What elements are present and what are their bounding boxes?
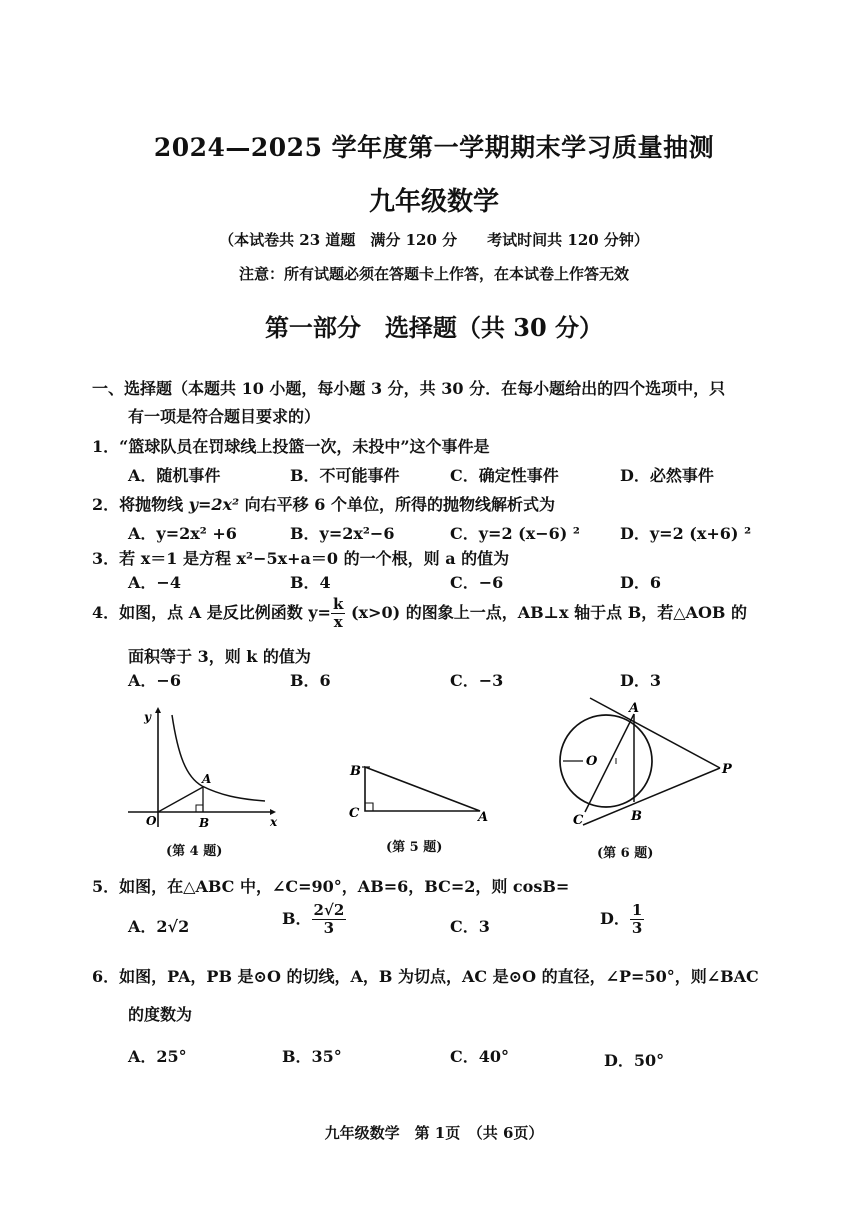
figure-6	[555, 690, 755, 835]
figure-4	[120, 705, 280, 830]
q6-option-c: C．40°	[450, 1047, 510, 1066]
q2-option-a: A．y=2x² +6	[128, 524, 237, 543]
q2-option-d: D．y=2 (x+6) ²	[620, 524, 752, 543]
q5-option-d-den: 3	[631, 919, 643, 937]
q1-option-a: A．随机事件	[128, 466, 221, 485]
q3-option-d: D．6	[620, 573, 662, 592]
section-instruction-cont: 有一项是符合题目要求的）	[128, 407, 321, 426]
q2-expression: y=2x²	[188, 495, 240, 514]
fig4-label-y: y	[144, 710, 151, 724]
question-4-stem	[92, 596, 747, 631]
q1-option-d: D．必然事件	[620, 466, 714, 485]
q5-option-b-letter: B．	[282, 909, 312, 928]
question-1-stem: 1．“篮球队员在罚球线上投篮一次，未投中”这个事件是	[92, 437, 490, 456]
q6-option-b: B．35°	[282, 1047, 342, 1066]
fig6-caption: (第 6 题)	[597, 846, 654, 861]
fig6-label-b: B	[631, 809, 642, 824]
question-6-stem: 6．如图，PA，PB 是⊙O 的切线，A，B 为切点，AC 是⊙O 的直径，∠P=50°，则∠BAC	[92, 967, 759, 986]
q4-stem-prefix: 4．如图，点 A 是反比例函数 y=	[92, 603, 331, 622]
q6-option-a: A．25°	[128, 1047, 187, 1066]
fig6-label-o: O	[586, 754, 598, 769]
part-title: 第一部分 选择题（共 30 分）	[264, 313, 604, 342]
q2-option-b: B．y=2x²−6	[290, 524, 395, 543]
fig4-y-arrow	[155, 707, 161, 713]
q4-fraction-num: k	[332, 595, 344, 613]
q5-option-b-den: 3	[323, 919, 335, 937]
q5-option-d-num: 1	[631, 901, 643, 919]
q5-option-c: C．3	[450, 917, 490, 936]
q1-option-b: B．不可能事件	[290, 466, 400, 485]
question-4-stem-cont: 面积等于 3，则 k 的值为	[128, 647, 311, 666]
q5-option-d-fraction	[630, 902, 644, 937]
fig6-label-p: P	[722, 762, 732, 777]
figure-5	[340, 755, 500, 825]
q5-option-a: A．2√2	[128, 917, 190, 936]
fig5-label-b: B	[350, 764, 361, 779]
question-6-stem-cont: 的度数为	[128, 1005, 193, 1024]
subject-title: 九年级数学	[368, 187, 499, 217]
q3-option-b: B．4	[290, 573, 331, 592]
fig4-label-b: B	[199, 816, 210, 830]
section-instruction: 一、选择题（本题共 10 小题，每小题 3 分，共 30 分．在每小题给出的四个选项中，只	[92, 379, 726, 398]
q2-stem-prefix: 2．将抛物线	[92, 495, 189, 514]
question-3-stem: 3．若 x＝1 是方程 x²−5x+a＝0 的一个根，则 a 的值为	[92, 549, 510, 568]
question-5-stem: 5．如图，在△ABC 中，∠C=90°，AB=6，BC=2，则 cosB=	[92, 877, 570, 896]
fig4-label-x: x	[270, 815, 278, 829]
fig6-tangent-pa	[590, 698, 720, 768]
fig4-hyperbola	[172, 715, 265, 801]
exam-info: （本试卷共 23 道题 满分 120 分 考试时间共 120 分钟）	[219, 231, 649, 249]
q3-option-c: C．−6	[450, 573, 504, 592]
q4-option-a: A．−6	[128, 671, 181, 690]
fig6-label-a: A	[629, 701, 640, 716]
q3-option-a: A．−4	[128, 573, 181, 592]
fig4-caption: (第 4 题)	[166, 844, 223, 859]
q6-option-d: D．50°	[604, 1051, 665, 1070]
fig5-right-angle	[365, 803, 373, 811]
q2-option-c: C．y=2 (x−6) ²	[450, 524, 580, 543]
q2-stem-suffix: 向右平移 6 个单位，所得的抛物线解析式为	[239, 495, 555, 514]
fig4-label-a: A	[202, 772, 212, 786]
fig5-label-a: A	[478, 810, 489, 825]
question-2-stem	[92, 492, 555, 515]
q4-option-c: C．−3	[450, 671, 504, 690]
q4-fraction	[331, 596, 345, 631]
fig5-label-c: C	[349, 806, 360, 821]
fig4-right-angle	[196, 805, 203, 812]
fig5-caption: (第 5 题)	[386, 840, 443, 855]
exam-notice: 注意：所有试题必须在答题卡上作答，在本试卷上作答无效	[238, 265, 629, 283]
q4-stem-suffix: (x>0) 的图象上一点，AB⊥x 轴于点 B，若△AOB 的	[345, 603, 747, 622]
fig4-label-o: O	[146, 814, 157, 828]
q5-option-b-num: 2√2	[313, 901, 345, 919]
q5-option-b	[282, 902, 346, 937]
q1-option-c: C．确定性事件	[450, 466, 559, 485]
q4-fraction-den: x	[333, 613, 343, 631]
fig5-triangle	[365, 767, 480, 811]
q5-option-b-fraction	[312, 902, 347, 937]
q4-option-d: D．3	[620, 671, 662, 690]
page-footer: 九年级数学 第 1页 （共 6页）	[324, 1124, 544, 1142]
fig6-label-c: C	[573, 813, 584, 828]
q5-option-d-letter: D．	[600, 909, 630, 928]
exam-title: 2024—2025 学年度第一学期期末学习质量抽测	[153, 133, 715, 162]
q5-option-d	[600, 902, 644, 937]
q4-option-b: B．6	[290, 671, 331, 690]
